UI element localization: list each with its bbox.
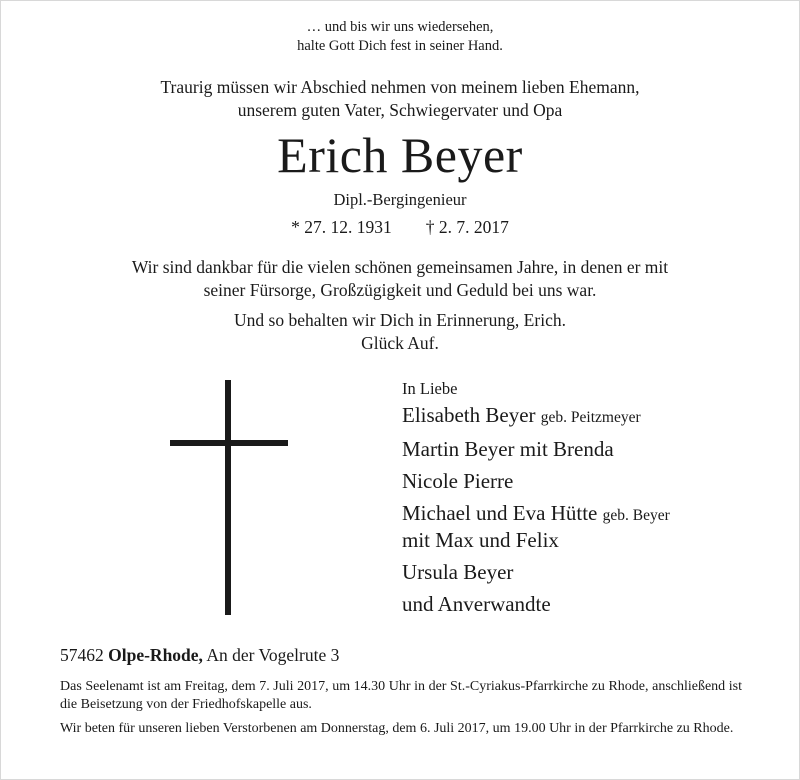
mourner-michael-eva <box>402 501 792 528</box>
mourner-name: Elisabeth Beyer <box>402 403 536 427</box>
deceased-name: Erich Beyer <box>277 127 523 183</box>
address-city: Olpe-Rhode, <box>108 645 203 665</box>
gratitude-text <box>0 256 800 302</box>
mourner-children: mit Max und Felix <box>402 528 559 552</box>
intro-line-1: Traurig müssen wir Abschied nehmen von meinem lieben Ehemann, <box>160 77 640 97</box>
maiden-name: geb. Peitzmeyer <box>540 409 641 426</box>
latin-cross-icon <box>170 380 288 615</box>
memory-line-2: Glück Auf. <box>361 333 439 353</box>
mourner-ursula: Ursula Beyer <box>402 560 514 584</box>
death-date: † 2. 7. 2017 <box>425 217 509 237</box>
intro-line-2: unserem guten Vater, Schwiegervater und Opa <box>237 100 563 120</box>
birth-date: * 27. 12. 1931 <box>291 217 392 237</box>
motto <box>0 18 800 56</box>
motto-line-2: halte Gott Dich fest in seiner Hand. <box>297 38 503 54</box>
deceased-profession: Dipl.-Bergingenieur <box>333 190 467 209</box>
gratitude-line-1: Wir sind dankbar für die vielen schönen gemeinsamen Jahre, in denen er mit <box>131 257 669 277</box>
gratitude-line-2: seiner Fürsorge, Großzügigkeit und Geduld bei uns war. <box>203 280 597 300</box>
mourners-list <box>402 378 792 624</box>
mourner-relatives: und Anverwandte <box>402 592 551 616</box>
cross-horizontal-beam <box>170 440 288 446</box>
motto-line-1: … und bis wir uns wiedersehen, <box>306 19 494 35</box>
address-zip: 57462 <box>60 645 104 665</box>
life-dates <box>0 214 800 240</box>
mourner-name: Michael und Eva Hütte <box>402 501 598 525</box>
maiden-name: geb. Beyer <box>602 507 670 524</box>
family-address <box>60 644 339 667</box>
mourners-heading: In Liebe <box>402 379 458 398</box>
mourner-elisabeth <box>402 403 792 430</box>
intro-text <box>0 76 800 122</box>
address-street: An der Vogelrute 3 <box>206 645 340 665</box>
mourner-nicole: Nicole Pierre <box>402 469 514 493</box>
mourner-martin: Martin Beyer mit Brenda <box>402 437 614 461</box>
memory-text <box>0 309 800 355</box>
memory-line-1: Und so behalten wir Dich in Erinnerung, Erich. <box>234 310 566 330</box>
prayer-notice: Wir beten für unseren lieben Verstorbenen am Donnerstag, dem 6. Juli 2017, um 19.00 Uhr in der Pfarrkirche zu Rhode. <box>60 721 734 736</box>
cross-vertical-beam <box>225 380 231 615</box>
requiem-notice: Das Seelenamt ist am Freitag, dem 7. Juli 2017, um 14.30 Uhr in der St.-Cyriakus-Pfarrkirche zu Rhode, anschließend ist die Beisetzung von der Friedhofskapelle aus. <box>60 679 742 712</box>
